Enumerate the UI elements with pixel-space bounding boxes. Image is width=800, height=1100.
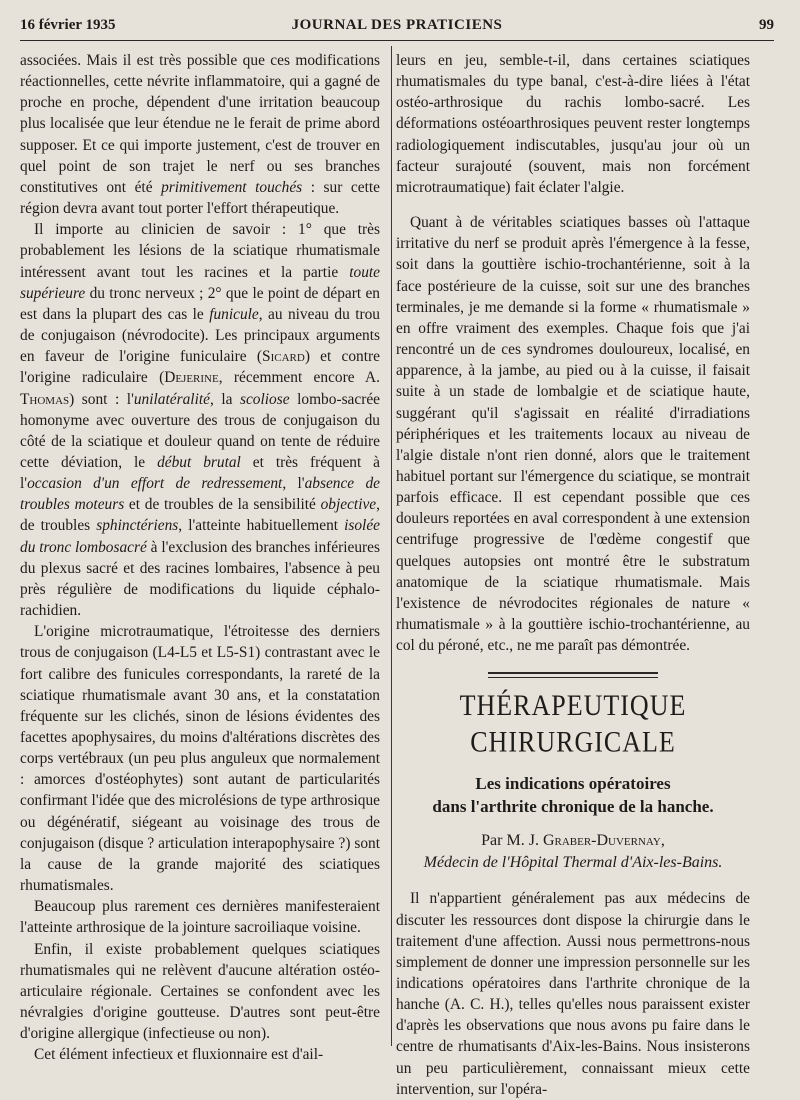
paragraph: leurs en jeu, semble-t-il, dans certaines sciatiques rhumatismales du type banal, c'est-à-dire liées à l'état ostéo-arthrosique du rachis lombo-sacré. Les déformations ostéoarthrosiques peuvent rester longtemps radiologiquement indiscutables, jusqu'au jour où un facteur surajouté (souvent, mais non forcément microtraumatique) fait éclater l'algie. — [396, 52, 750, 196]
author-affiliation: Médecin de l'Hôpital Thermal d'Aix-les-Bains. — [423, 854, 723, 872]
paragraph: Beaucoup plus rarement ces dernières manifesteraient l'atteinte arthrosique de la jointure sacroiliaque voisine. — [20, 898, 380, 937]
paragraph: Cet élément infectieux et fluxionnaire est d'ail- — [34, 1046, 324, 1064]
page-number: 99 — [759, 17, 774, 33]
paragraph: Enfin, il existe probablement quelques sciatiques rhumatismales qui ne relèvent d'aucune altération ostéo-articulaire régionale. Certaines se confondent avec les névralgies d'origine goutteuse. D'autres sont peut-être d'origine allergique (infectieuse ou non). — [20, 940, 380, 1043]
section-title: THÉRAPEUTIQUE CHIRURGICALE — [459, 688, 687, 759]
column-divider — [391, 46, 392, 1046]
right-column — [396, 50, 750, 1100]
author-byline: Par M. J. Graber-Duvernay, — [481, 832, 665, 850]
paragraph: associées. Mais il est très possible que ces modifications réactionnelles, cette névrite inflammatoire, qui a gagné de proche en proche, dépendent d'une irritation beaucoup plus localisée que leur étendue ne le ferait de prime abord supposer. Et ce qui importe justement, c'est de trouver en quel point de son trajet le nerf ou ses branches constitutives ont été primitivement touchés : sur cette région devra avant tout porter l'effort thérapeutique. — [20, 52, 380, 218]
paragraph: Il n'appartient généralement pas aux médecins de discuter les ressources dont dispose la chirurgie dans le traitement d'une affection. Aussi nous permettrons-nous simplement de donner une impression personnelle sur les indications opératoires dans l'arthrite chronique de la hanche (A. C. H.), telles qu'elles nous paraissent exister d'après les observations que nous avons pu faire dans le centre de rhumatisants d'Aix-les-Bains. Nous insisterons un peu particulièrement, connaissant mieux cette intervention, sur l'opéra- — [396, 890, 750, 1098]
paragraph: Il importe au clinicien de savoir : 1° que très probablement les lésions de la sciatique rhumatismale intéressent avant tout les racines et la partie toute supérieure du tronc nerveux ; 2° que le point de départ en est dans la plupart des cas le funicule, au niveau du trou de conjugaison (névrodocite). Les principaux arguments en faveur de l'origine funiculaire (Sicard) et contre l'origine radiculaire (Dejerine, récemment encore A. Thomas) sont : l'unilatéralité, la scoliose lombo-sacrée homonyme avec ouverture des trous de conjugaison du côté de la sciatique et douleur quand on tente de réduire cette déviation, le début brutal et très fréquent à l'occasion d'un effort de redressement, l'absence de troubles moteurs et de troubles de la sensibilité objective, de troubles sphinctériens, l'atteinte habituellement isolée du tronc lombosacré à l'exclusion des branches inférieures du plexus sacré et des racines lombaires, l'absence à peu près régulière de modifications du liquide céphalo-rachidien. — [20, 221, 381, 620]
paragraph: L'origine microtraumatique, l'étroitesse des derniers trous de conjugaison (L4-L5 et L5-S1) contrastant avec le fort calibre des funicules correspondants, la rareté de la sciatique rhumatismale avant 30 ans, et la constatation fréquente sur les clichés, sinon de lésions évidentes des facettes apophysaires, du moins d'altérations discrètes des corps vertébraux (un peu plus anguleux que normalement : amorces d'ostéophytes) sont autant de particularités confirmant l'idée que des microlésions de type arthrosique ou dégénératif, siégeant au voisinage des trous de conjugaison (disque ? articulation interapophysaire ?) sont la cause de la grande majorité des sciatiques rhumatismales. — [20, 623, 380, 895]
header-date: 16 février 1935 — [20, 17, 116, 33]
paragraph: Quant à de véritables sciatiques basses où l'attaque irritative du nerf se produit après l'émergence à la fesse, soit dans la gouttière ischio-trochantérienne, soit à la face postérieure de la cuisse, soit sur une des branches terminales, je me demande si la forme « rhumatismale » en offre vraiment des exemples. Chaque fois que j'ai rencontré un de ces syndromes douloureux, localisé, en apparence, à la jambe, au pied ou à la cuisse, il faisait suite à un stade de lombalgie et de sciatique haute, suggérant qu'il s'agissait en réalité d'irradiations périphériques et les traitements locaux au niveau de l'algie distale n'ont rien donné, alors que le traitement habituel portant sur l'émergence du sciatique, se montrait parfois efficace. Il est cependant possible que ces douleurs reportées en aval correspondent à une extension centrifuge progressive de l'œdème congestif que quelques autopsies ont montré être le substratum anatomique de la sciatique rhumatismale. Mais l'existence de névrodocites régionales de nature « rhumatismale » à la gouttière ischio-trochantérienne, au col du péroné, etc., ne me paraît pas démontrée. — [396, 214, 750, 655]
article-title: Les indications opératoires dans l'arthrite chronique de la hanche. — [432, 774, 714, 817]
journal-title: JOURNAL DES PRATICIENS — [291, 17, 503, 33]
page-header — [20, 14, 774, 41]
left-column — [20, 50, 380, 1066]
section-divider — [488, 672, 658, 678]
